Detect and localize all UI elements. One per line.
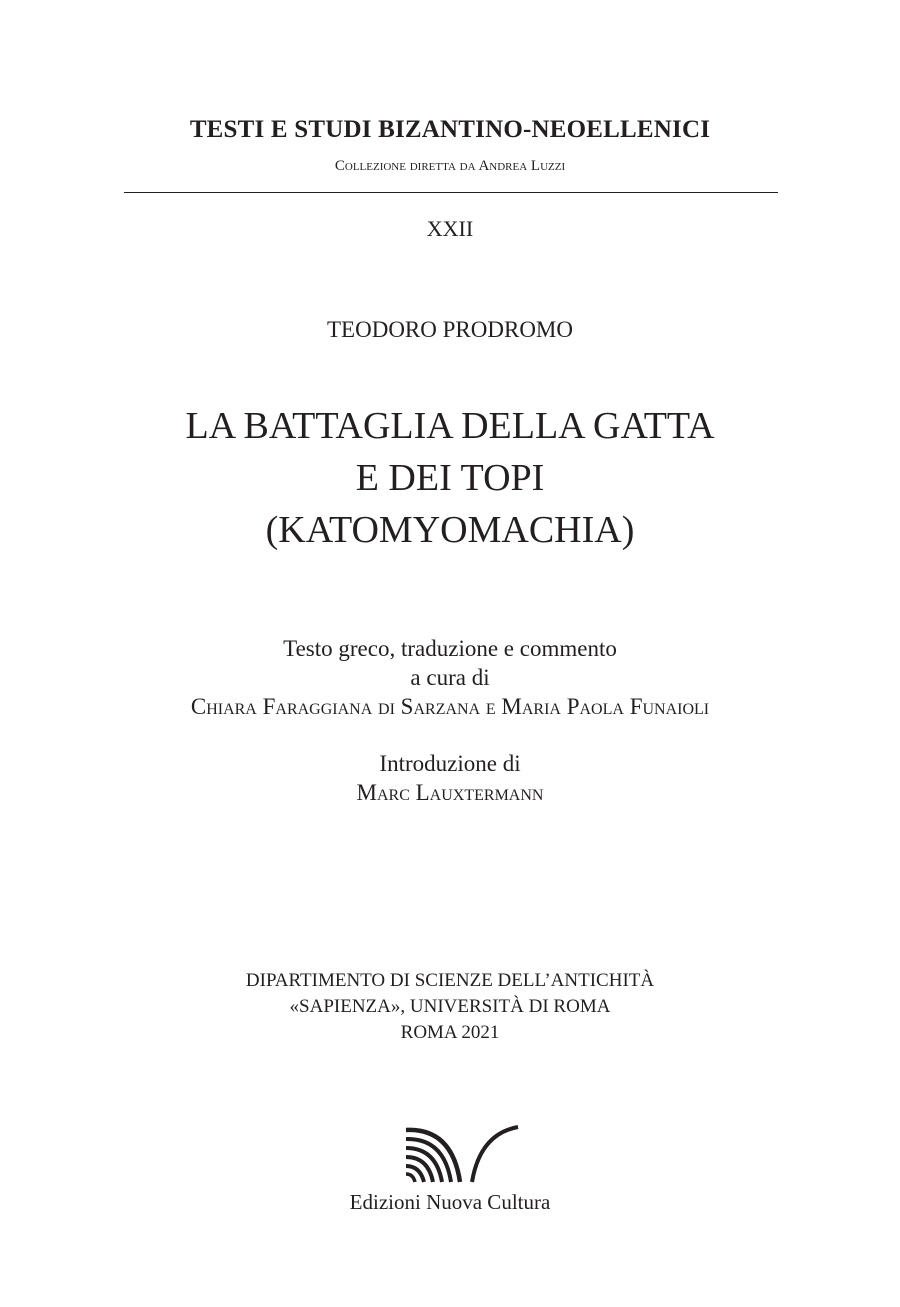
- editors-names: Chiara Faraggiana di Sarzana e Maria Paola Funaioli: [190, 694, 710, 719]
- credits-line-1: Testo greco, traduzione e commento: [283, 636, 617, 661]
- book-title-line-2: E DEI TOPI: [355, 457, 545, 499]
- introduction-block: [0, 749, 900, 807]
- publisher-logo-icon: [402, 1124, 522, 1184]
- institution-block: [0, 968, 900, 1046]
- introduction-author: Marc Lauxtermann: [356, 780, 544, 805]
- credits-block: [0, 634, 900, 721]
- volume-number: XXII: [426, 216, 474, 241]
- book-author: TEODORO PRODROMO: [327, 317, 573, 342]
- book-title-line-1: LA BATTAGLIA DELLA GATTA: [185, 405, 715, 447]
- credits-line-2: a cura di: [410, 665, 490, 690]
- book-title: [0, 400, 900, 556]
- header-divider: [124, 192, 778, 193]
- series-title: TESTI E STUDI BIZANTINO-NEOELLENICI: [189, 116, 711, 143]
- institution-line-3: ROMA 2021: [400, 1022, 500, 1043]
- introduction-label: Introduzione di: [379, 751, 521, 776]
- publisher-name: Edizioni Nuova Cultura: [349, 1190, 551, 1214]
- institution-line-1: DIPARTIMENTO DI SCIENZE DELL’ANTICHITÀ: [245, 970, 655, 991]
- series-subtitle: Collezione diretta da Andrea Luzzi: [334, 158, 566, 174]
- book-title-line-3: (KATOMYOMACHIA): [265, 509, 635, 551]
- institution-line-2: «SAPIENZA», UNIVERSITÀ DI ROMA: [289, 996, 611, 1017]
